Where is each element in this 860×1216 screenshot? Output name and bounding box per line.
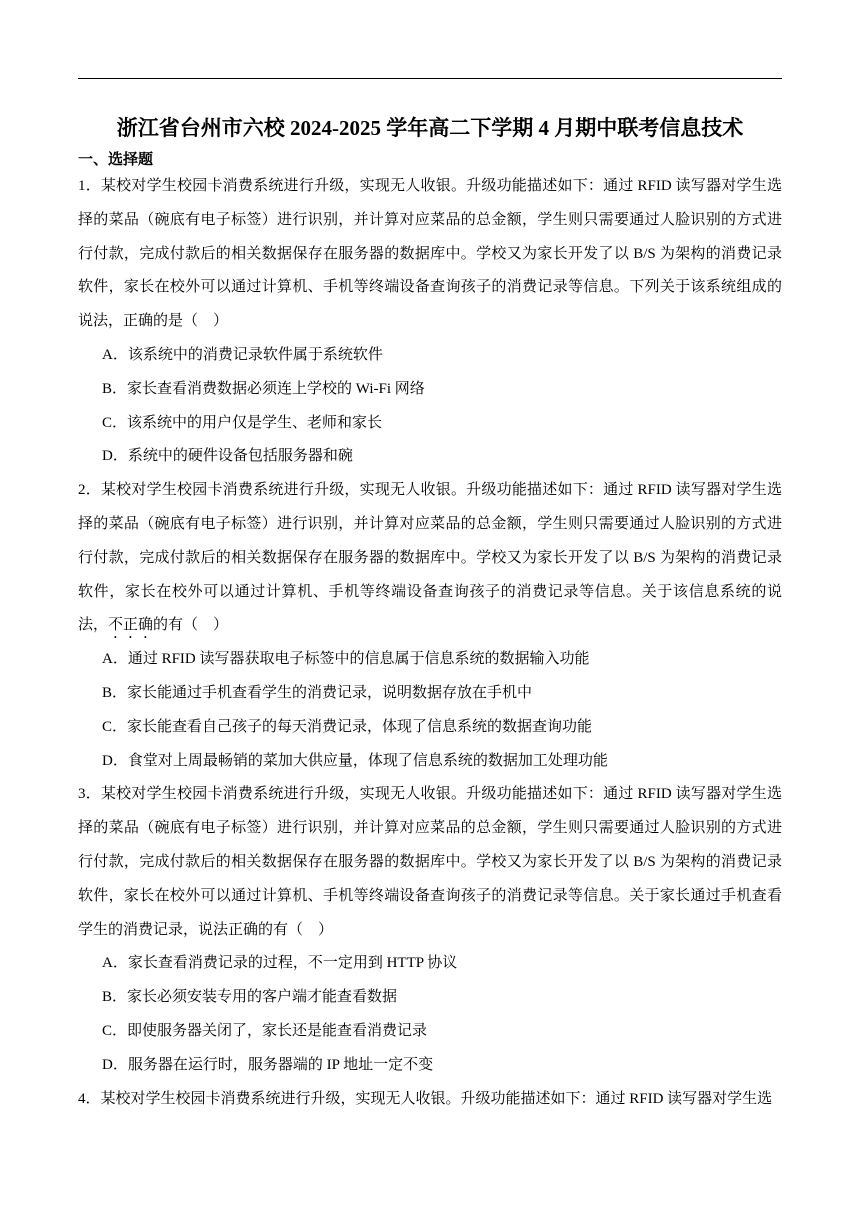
question-stem: 4．某校对学生校园卡消费系统进行升级，实现无人收银。升级功能描述如下：通过 RFID 读写器对学生选 [78, 1090, 773, 1107]
question-stem-text: 2．某校对学生校园卡消费系统进行升级，实现无人收银。升级功能描述如下：通过 RFID 读写器对学生选择的菜品（碗底有电子标签）进行识别，并计算对应菜品的总金额，学生则只需要通过人脸识别的方式进行付款，完成付款后的相关数据保存在服务器的数据库中。学校又为家长开发了以 B/S 为架构的消费记录软件，家长在校外可以通过计算机、手机等终端设备查询孩子的消费记录等信息。关于该信息系统的说法， [78, 482, 782, 634]
option-b: B．家长能通过手机查看学生的消费记录，说明数据存放在手机中 [102, 684, 533, 701]
question-stem-end: 的有（ ） [153, 617, 229, 634]
option-c: C．该系统中的用户仅是学生、老师和家长 [102, 414, 383, 431]
section-heading: 一、选择题 [78, 152, 154, 168]
question-3 [78, 778, 782, 1082]
question-stem [78, 474, 782, 643]
option-c: C．即使服务器关闭了，家长还是能查看消费记录 [102, 1022, 428, 1039]
option-d: D．系统中的硬件设备包括服务器和碗 [102, 448, 353, 465]
question-4 [78, 1083, 782, 1117]
emphasized-keyword: 不正确 [108, 617, 154, 634]
question-list [78, 170, 782, 1116]
option-d: D．服务器在运行时，服务器端的 IP 地址一定不变 [102, 1056, 434, 1073]
option-b: B．家长必须安装专用的客户端才能查看数据 [102, 989, 398, 1006]
question-stem: 3．某校对学生校园卡消费系统进行升级，实现无人收银。升级功能描述如下：通过 RFID 读写器对学生选择的菜品（碗底有电子标签）进行识别，并计算对应菜品的总金额，学生则只需要通过人脸识别的方式进行付款，完成付款后的相关数据保存在服务器的数据库中。学校又为家长开发了以 B/S 为架构的消费记录软件，家长在校外可以通过计算机、手机等终端设备查询孩子的消费记录等信息。关于家长通过手机查看学生的消费记录，说法正确的有（ ） [78, 786, 782, 938]
option-d: D．食堂对上周最畅销的菜加大供应量，体现了信息系统的数据加工处理功能 [102, 752, 608, 769]
question-stem: 1．某校对学生校园卡消费系统进行升级，实现无人收银。升级功能描述如下：通过 RFID 读写器对学生选择的菜品（碗底有电子标签）进行识别，并计算对应菜品的总金额，学生则只需要通过人脸识别的方式进行付款，完成付款后的相关数据保存在服务器的数据库中。学校又为家长开发了以 B/S 为架构的消费记录软件，家长在校外可以通过计算机、手机等终端设备查询孩子的消费记录等信息。下列关于该系统组成的说法，正确的是（ ） [78, 178, 782, 330]
option-a: A．该系统中的消费记录软件属于系统软件 [102, 346, 383, 363]
question-1 [78, 170, 782, 474]
option-c: C．家长能查看自己孩子的每天消费记录，体现了信息系统的数据查询功能 [102, 718, 593, 735]
question-2 [78, 474, 782, 778]
option-b: B．家长查看消费数据必须连上学校的 Wi-Fi 网络 [102, 380, 425, 397]
option-a: A．通过 RFID 读写器获取电子标签中的信息属于信息系统的数据输入功能 [102, 651, 590, 668]
option-a: A．家长查看消费记录的过程，不一定用到 HTTP 协议 [102, 955, 458, 972]
document-title: 浙江省台州市六校 2024-2025 学年高二下学期 4 月期中联考信息技术 [116, 116, 744, 140]
header-rule [78, 78, 782, 79]
